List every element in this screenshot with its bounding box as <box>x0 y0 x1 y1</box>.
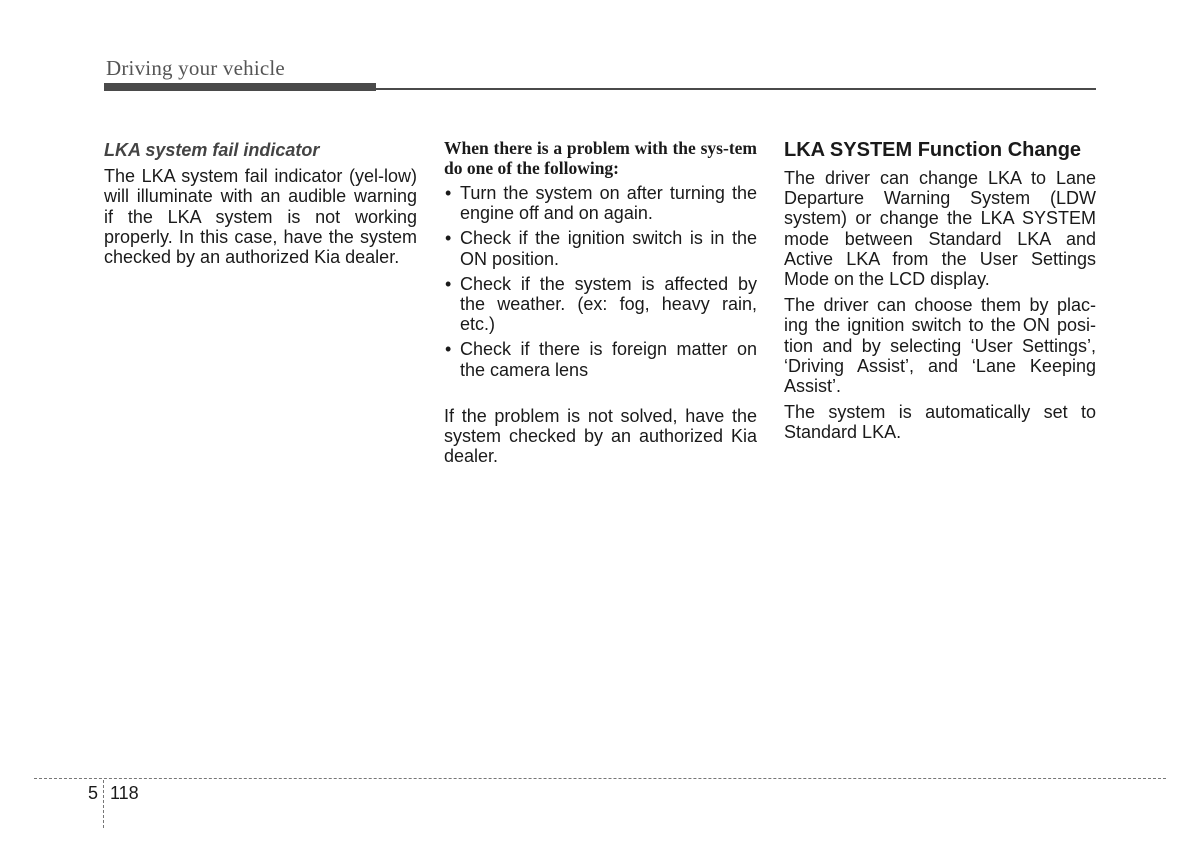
column-left <box>104 138 417 273</box>
list-item <box>444 228 757 268</box>
bullet-icon: • <box>445 183 452 203</box>
problem-closing-text: If the problem is not solved, have the system checked by an authorized Kia dealer. <box>444 405 757 467</box>
list-item-text: Check if the system is affected by the weather. (ex: fog, heavy rain, etc.) <box>460 273 757 335</box>
lka-fail-indicator-heading: LKA system fail indicator <box>104 140 320 160</box>
chapter-number: 5 <box>88 783 99 803</box>
column-right <box>784 138 1096 449</box>
lka-function-change-heading: LKA SYSTEM Function Change <box>784 139 1082 161</box>
list-item <box>444 339 757 379</box>
list-item <box>444 183 757 223</box>
function-change-paragraph: The system is automatically set to Standard LKA. <box>784 402 1096 443</box>
bullet-icon: • <box>445 339 452 360</box>
page-number: 118 <box>110 783 139 803</box>
list-item-text: Check if there is foreign matter on the camera lens <box>460 339 757 380</box>
header-rule <box>104 88 1096 90</box>
bullet-icon: • <box>445 273 452 294</box>
problem-intro: When there is a problem with the sys-tem do one of the following: <box>444 138 757 178</box>
list-item <box>444 274 757 335</box>
bullet-icon: • <box>445 228 452 249</box>
footer-divider <box>103 780 104 828</box>
function-change-paragraph: The driver can choose them by plac-ing the ignition switch to the ON posi-tion and by selecting ‘User Settings’, ‘Driving Assist’, and ‘Lane Keeping Assist’. <box>784 295 1096 397</box>
footer-rule <box>34 778 1166 779</box>
list-item-text: Check if the ignition switch is in the ON position. <box>460 228 757 269</box>
function-change-paragraph: The driver can change LKA to Lane Departure Warning System (LDW system) or change the LKA SYSTEM mode between Standard LKA and Active LKA from the User Settings Mode on the LCD display. <box>784 168 1096 290</box>
troubleshooting-list <box>444 183 757 380</box>
header-title: Driving your vehicle <box>106 56 285 80</box>
column-middle <box>444 138 757 472</box>
lka-fail-indicator-text: The LKA system fail indicator (yel-low) will illuminate with an audible warning if the LKA system is not working properly. In this case, have the system checked by an authorized Kia dealer. <box>104 166 417 268</box>
list-item-text: Turn the system on after turning the engine off and on again. <box>460 183 757 224</box>
